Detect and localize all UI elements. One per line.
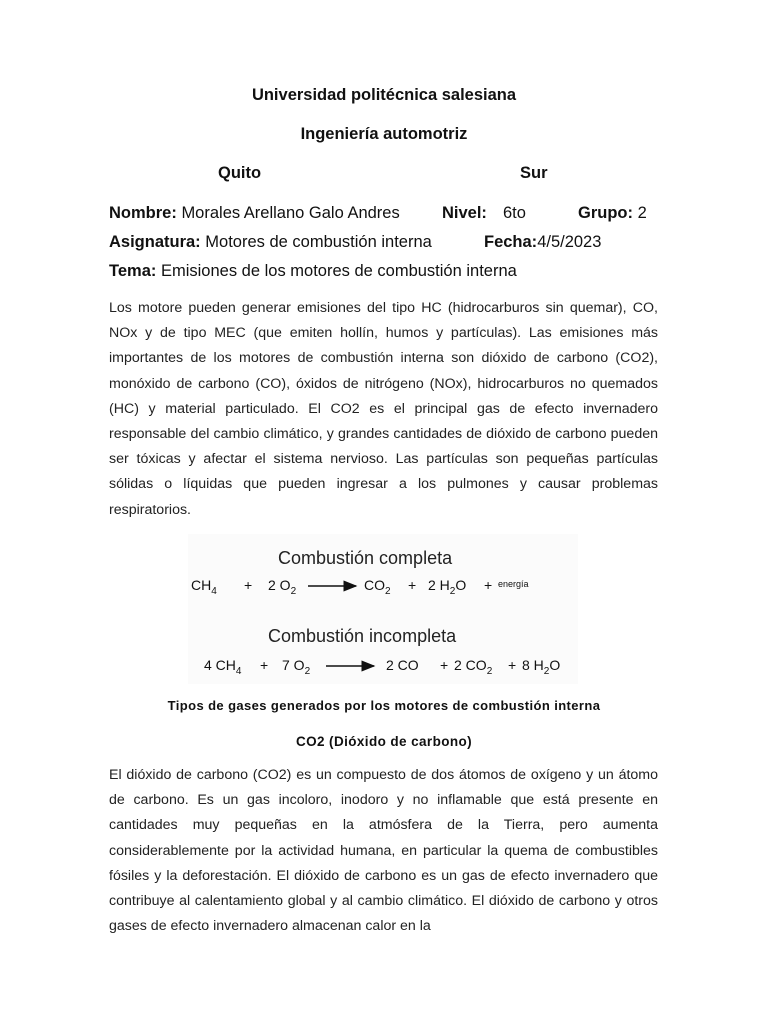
eq1-co2: $CO_2$ [364,577,391,597]
level-value: 6to [503,204,526,222]
section-title: Tipos de gases generados por los motores de combustión interna [167,698,601,713]
subject-label: Asignatura: [109,233,201,251]
co2-paragraph [109,763,658,939]
intro-paragraph-text: Los motore pueden generar emisiones del tipo HC (hidrocarburos sin quemar), CO, NOx y de tipo MEC (que emiten hollín, humos y partículas). Las emisiones más importantes de los motores de combustión interna son dióxido de carbono (CO2), monóxido de carbono (CO), óxidos de nitrógeno (NOx), hidrocarburos no quemados (HC) y material particulado. El CO2 es el principal gas de efecto invernadero responsable del cambio climático, y grandes cantidades de dióxido de carbono pueden ser tóxicas y afectar el sistema nervioso. Las partículas son pequeñas partículas sólidas o líquidas que pueden ingresar a los pulmones y causar problemas respiratorios. [109,300,658,518]
topic-value: Emisiones de los motores de combustión interna [160,262,517,280]
combustion-figure [188,534,578,684]
topic-row [109,262,517,281]
eq1-h2o: 2 $H_2O$ [428,577,467,597]
intro-paragraph [109,296,658,523]
eq2-plus-3: + [508,657,517,673]
subject-value: Motores de combustión interna [205,233,432,251]
eq2-co: 2 CO [386,657,419,673]
date-row [484,233,601,252]
eq2-o2: 7 $O_2$ [282,657,311,677]
campus-label: Sur [520,164,548,182]
name-value: Morales Arellano Galo Andres [181,204,400,222]
combustion-equations-image [188,534,578,684]
eq2-ch4: 4 $CH_4$ [204,657,242,677]
co2-paragraph-text: El dióxido de carbono (CO2) es un compuesto de dos átomos de oxígeno y un átomo de carbono. Es un gas incoloro, inodoro y no inflamable que está presente en cantidades muy pequeñas en la atmósfera de la Tierra, pero aumenta considerablemente por la actividad humana, en particular la quema de combustibles fósiles y la deforestación. El dióxido de carbono es un gas de efecto invernadero que contribuye al calentamiento global y al cambio climático. El dióxido de carbono y otros gases de efecto invernadero almacenan calor en la [109,767,658,935]
complete-combustion-title: Combustión completa [278,548,453,568]
group-value: 2 [637,204,647,222]
incomplete-combustion-title: Combustión incompleta [268,626,457,646]
eq2-h2o: 8 $H_2O$ [522,657,561,677]
eq2-plus-1: + [260,657,269,673]
co2-title: CO2 (Dióxido de carbono) [295,734,473,749]
level-row [442,204,487,223]
level-label: Nivel: [442,204,487,222]
city-label: Quito [218,164,262,182]
eq1-plus-2: + [408,577,417,593]
topic-label: Tema: [109,262,157,280]
eq1-plus-1: + [244,577,253,593]
group-row [578,204,647,223]
university-title: Universidad politécnica salesiana [251,86,517,104]
career-title: Ingeniería automotriz [300,125,468,143]
eq2-plus-2: + [440,657,449,673]
eq1-plus-3: + [484,577,493,593]
subject-row [109,233,432,252]
eq1-ch4: $CH_4$ [191,577,217,597]
name-label: Nombre: [109,204,177,222]
date-label: Fecha: [484,233,538,251]
eq1-o2: 2 $O_2$ [268,577,297,597]
group-label: Grupo: [578,204,633,222]
date-value: 4/5/2023 [537,233,602,251]
eq1-energy: energía [498,579,529,589]
name-row [109,204,400,223]
eq2-co2: 2 $CO_2$ [454,657,493,677]
